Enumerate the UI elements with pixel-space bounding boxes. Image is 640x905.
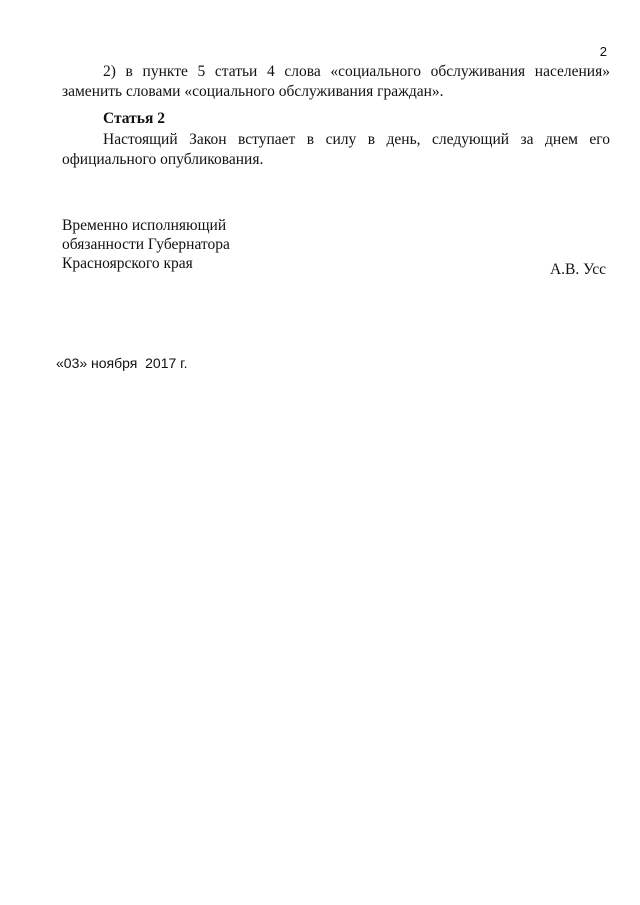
article-text: Настоящий Закон вступает в силу в день, следующий за днем его официального опубликования. <box>62 131 610 168</box>
page-number: 2 <box>599 44 607 59</box>
signatory-position <box>62 216 230 273</box>
signing-date: «03» ноября 2017 г. <box>56 355 188 371</box>
signatory-position-line: обязанности Губернатора <box>62 236 230 253</box>
amendment-paragraph: 2) в пункте 5 статьи 4 слова «социального обслуживания населения» заменить словами «социального обслуживания граждан». <box>62 63 610 100</box>
signatory-name: А.В. Усс <box>549 261 606 278</box>
article-title: Статья 2 <box>103 110 165 127</box>
signatory-position-line: Красноярского края <box>62 255 193 272</box>
signatory-position-line: Временно исполняющий <box>62 217 227 234</box>
